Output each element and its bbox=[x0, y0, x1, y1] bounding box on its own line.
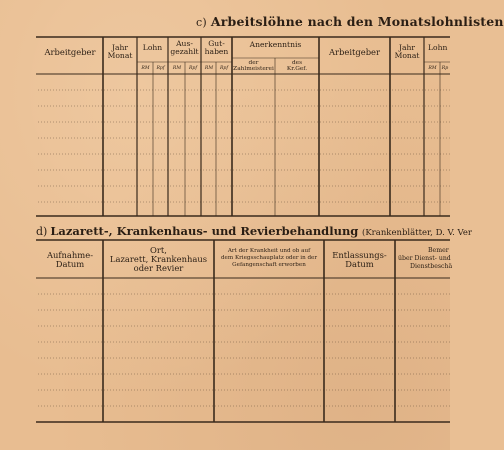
col-entlassung-line1: Entlassungs- bbox=[332, 250, 387, 260]
section-d-letter: d) bbox=[36, 225, 48, 238]
col-arbeitgeber-right: Arbeitgeber bbox=[328, 47, 381, 57]
guthaben-rm: RM bbox=[204, 66, 214, 71]
lohn-right-rm: RM bbox=[428, 66, 437, 71]
ausgezahlt-rpf: Rpf bbox=[188, 66, 198, 71]
col-art-line1: Art der Krankheit und ob auf bbox=[227, 248, 311, 254]
col-ort-line3: oder Revier bbox=[133, 263, 184, 274]
col-monat-right-label: Monat bbox=[394, 51, 420, 61]
col-bemerkungen-line2: über Dienst- und bbox=[398, 255, 451, 262]
col-aufnahme-line2: Datum bbox=[55, 259, 85, 270]
col-guthaben-line1: Gut- bbox=[208, 39, 225, 48]
section-c-letter: c) bbox=[196, 16, 207, 29]
col-arbeitgeber: Arbeitgeber bbox=[44, 47, 96, 57]
col-krgef-label: Kr.Gef. bbox=[286, 66, 308, 73]
col-jahr bbox=[104, 44, 136, 61]
col-art-line3: Gefangenschaft erworben bbox=[232, 262, 306, 268]
col-ort bbox=[104, 246, 213, 274]
col-anerkenntnis: Anerkenntnis bbox=[249, 40, 302, 49]
col-bemerkungen-line1: Bemer bbox=[428, 247, 449, 254]
col-jahr-right bbox=[391, 44, 423, 61]
lohn-rpf: Rpf bbox=[156, 66, 165, 71]
col-lohn-right: Lohn bbox=[428, 43, 448, 52]
col-entlassung-line2: Datum bbox=[345, 259, 374, 270]
col-aufnahme-line1: Aufnahme- bbox=[46, 250, 94, 260]
col-zahlmeisterei-label: Zahlmeisterei bbox=[233, 66, 274, 73]
col-bemerkungen-line3: Dienstbeschä bbox=[410, 263, 453, 270]
lohn-right-rpf: Rp bbox=[441, 66, 449, 71]
section-d-subheading: (Krankenblätter, D. V. Ver bbox=[362, 228, 472, 238]
section-d-heading: Lazarett-, Krankenhaus- und Revierbehandlung bbox=[50, 224, 359, 238]
col-ausgezahlt-line1: Aus- bbox=[176, 39, 193, 48]
col-monat-label: Monat bbox=[107, 51, 133, 61]
col-guthaben bbox=[202, 40, 231, 57]
col-ausgezahlt-line2: gezahlt bbox=[170, 47, 199, 57]
col-guthaben-line2: haben bbox=[204, 47, 229, 57]
col-lohn: Lohn bbox=[142, 43, 163, 52]
guthaben-rpf: Rpf bbox=[219, 66, 229, 71]
col-ausgezahlt bbox=[169, 40, 200, 57]
col-bemerkungen bbox=[396, 247, 458, 271]
col-anerkenntnis-zahlmeisterei bbox=[233, 60, 274, 73]
col-der-label: der bbox=[248, 60, 259, 66]
col-ort-line2: Lazarett, Krankenhaus bbox=[109, 254, 208, 265]
col-aufnahme-datum bbox=[38, 251, 102, 269]
section-c-heading: Arbeitslöhne nach den Monatslohnlisten bbox=[210, 14, 504, 29]
col-des-label: des bbox=[291, 60, 303, 66]
col-anerkenntnis-krgef bbox=[276, 60, 318, 73]
col-jahr-label: Jahr bbox=[111, 43, 129, 52]
col-art-line2: dem Kriegsschauplatz oder in der bbox=[220, 255, 318, 261]
col-art-krankheit bbox=[215, 248, 323, 269]
col-ort-line1: Ort, bbox=[150, 245, 167, 255]
ausgezahlt-rm: RM bbox=[172, 66, 182, 71]
col-jahr-right-label: Jahr bbox=[398, 43, 416, 52]
col-entlassungs-datum bbox=[325, 251, 394, 269]
lohn-rm: RM bbox=[141, 66, 150, 71]
